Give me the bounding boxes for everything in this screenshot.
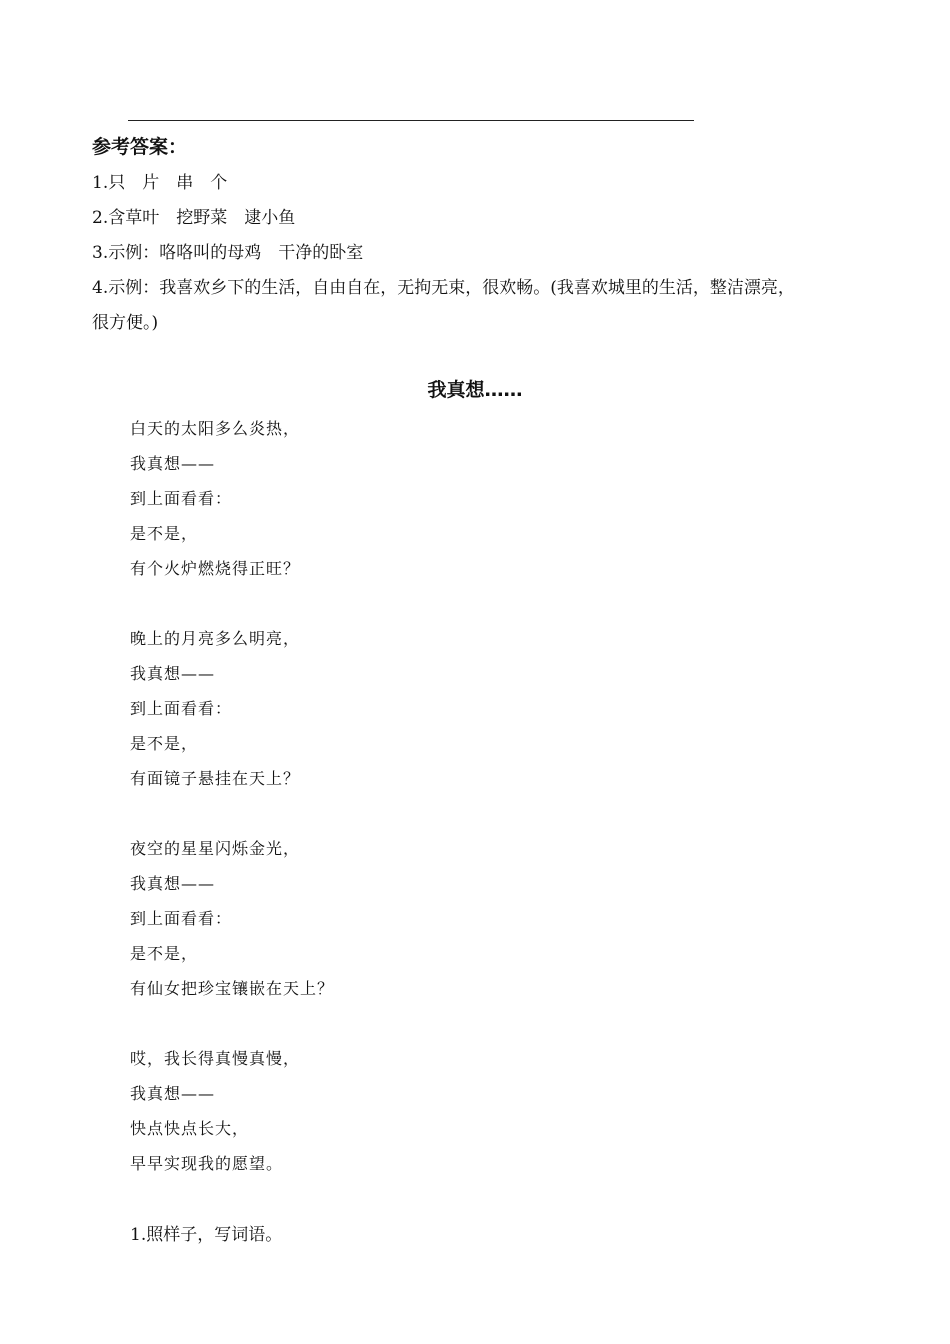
poem-title: 我真想…… bbox=[427, 379, 523, 401]
poem-line: 快点快点长大， bbox=[130, 1119, 250, 1138]
poem-line: 哎，我长得真慢真慢， bbox=[130, 1049, 301, 1068]
poem-line: 是不是， bbox=[130, 944, 199, 963]
poem-line: 早早实现我的愿望。 bbox=[130, 1154, 284, 1173]
poem-line: 有仙女把珍宝镶嵌在天上？ bbox=[130, 979, 335, 998]
poem-stanza-1 bbox=[130, 411, 830, 586]
poem-line: 白天的太阳多么炎热， bbox=[130, 419, 301, 438]
poem-line: 到上面看看： bbox=[130, 699, 233, 718]
poem-line: 我真想—— bbox=[130, 874, 216, 893]
poem-line: 是不是， bbox=[130, 734, 199, 753]
answer-item-2: 2.含草叶 挖野菜 逮小鱼 bbox=[92, 208, 296, 228]
poem-line: 有面镜子悬挂在天上？ bbox=[130, 769, 301, 788]
answers-heading: 参考答案： bbox=[92, 136, 188, 158]
answer-item-4: 4.示例：我喜欢乡下的生活，自由自在，无拘无束，很欢畅。(我喜欢城里的生活，整洁漂亮， bbox=[92, 278, 795, 298]
poem-line: 是不是， bbox=[130, 524, 199, 543]
poem-line: 我真想—— bbox=[130, 1084, 216, 1103]
poem-stanza-2 bbox=[130, 621, 830, 796]
poem-line: 到上面看看： bbox=[130, 489, 233, 508]
poem-line: 有个火炉燃烧得正旺？ bbox=[130, 559, 301, 578]
poem-body bbox=[130, 411, 830, 1216]
top-divider-line bbox=[128, 120, 694, 121]
poem-stanza-3 bbox=[130, 831, 830, 1006]
question-1: 1.照样子，写词语。 bbox=[130, 1225, 283, 1245]
poem-line: 我真想—— bbox=[130, 454, 216, 473]
reference-answers-section bbox=[92, 132, 872, 341]
poem-line: 我真想—— bbox=[130, 664, 216, 683]
poem-line: 到上面看看： bbox=[130, 909, 233, 928]
answer-item-3: 3.示例：咯咯叫的母鸡 干净的卧室 bbox=[92, 243, 364, 263]
answer-item-4-continued: 很方便。) bbox=[92, 313, 159, 333]
poem-line: 晚上的月亮多么明亮， bbox=[130, 629, 301, 648]
answer-item-1: 1.只 片 串 个 bbox=[92, 173, 228, 193]
poem-line: 夜空的星星闪烁金光， bbox=[130, 839, 301, 858]
poem-stanza-4 bbox=[130, 1041, 830, 1181]
